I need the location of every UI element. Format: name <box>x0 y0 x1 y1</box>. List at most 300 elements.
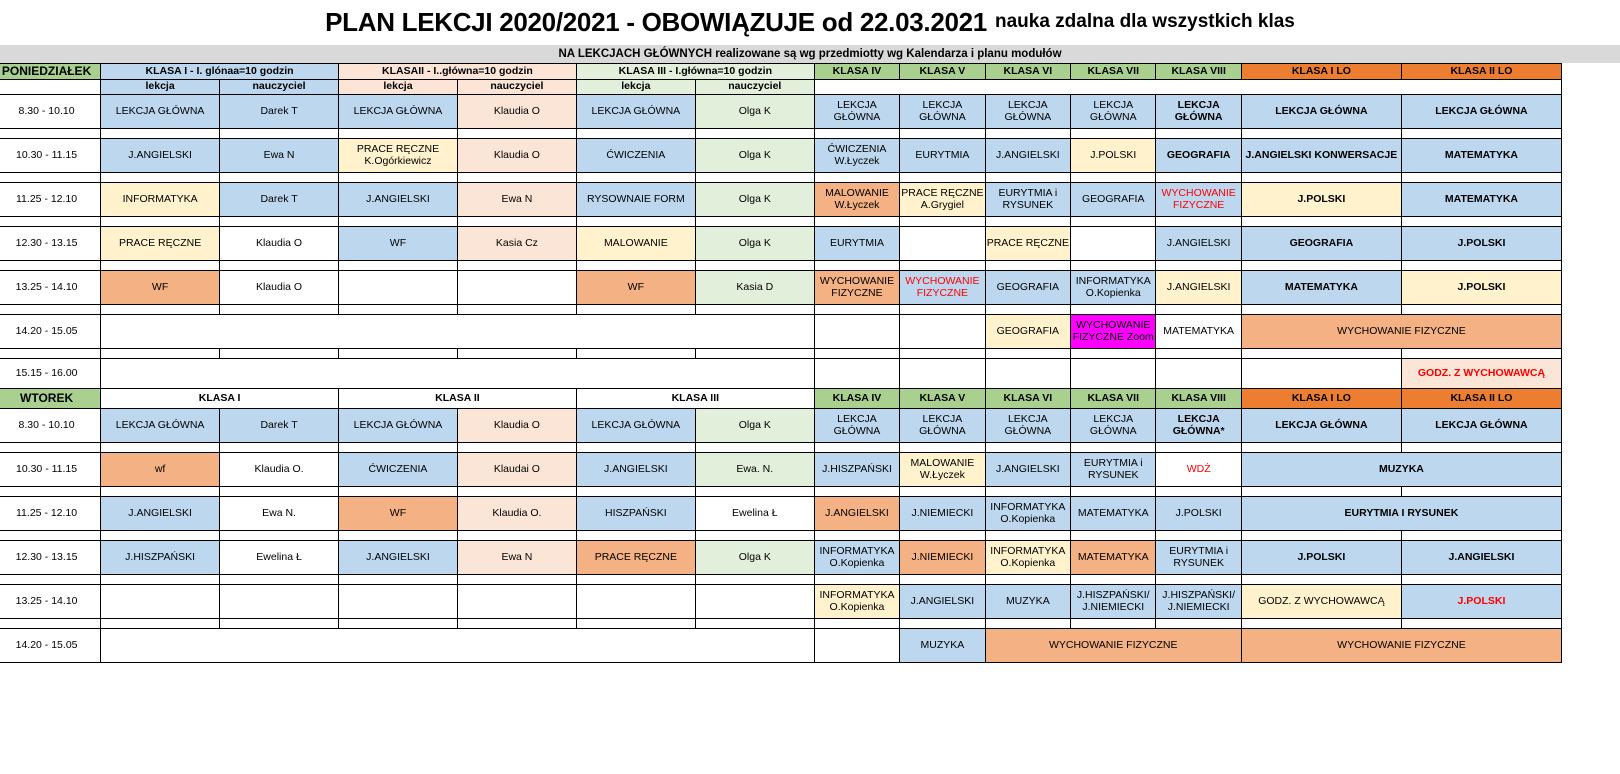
lesson-cell[interactable]: Olga K <box>695 409 814 443</box>
lesson-cell[interactable]: LEKCJA GŁÓWNA <box>101 409 220 443</box>
spacer-cell <box>1241 619 1401 629</box>
lesson-cell[interactable]: Darek T <box>220 183 339 217</box>
spacer-cell <box>985 173 1070 183</box>
lesson-cell[interactable]: J.HISZPAŃSKI/ J.NIEMIECKI <box>1071 585 1156 619</box>
lesson-cell[interactable]: Ewa. N. <box>695 453 814 487</box>
spacer-cell <box>101 349 220 359</box>
spacer-cell <box>900 173 985 183</box>
spacer-cell <box>1241 261 1401 271</box>
table-row <box>0 227 1562 261</box>
lesson-cell[interactable]: J.POLSKI <box>1401 227 1561 261</box>
lesson-cell[interactable]: LEKCJA GŁÓWNA <box>576 95 695 129</box>
spacer-cell <box>339 173 458 183</box>
col-nauczyciel-1: nauczyciel <box>220 80 339 95</box>
lesson-cell[interactable]: WF <box>576 271 695 305</box>
spacer-cell <box>220 305 339 315</box>
spacer-cell <box>457 129 576 139</box>
spacer-cell <box>220 443 339 453</box>
lesson-cell[interactable]: RYSOWNAIE FORM <box>576 183 695 217</box>
lesson-cell[interactable]: HISZPAŃSKI <box>576 497 695 531</box>
lesson-cell[interactable]: Klaudia O <box>220 227 339 261</box>
lesson-cell[interactable]: MUZYKA <box>900 629 985 663</box>
spacer-cell <box>1071 349 1156 359</box>
spacer-cell <box>1401 619 1561 629</box>
lesson-cell[interactable] <box>1071 227 1156 261</box>
lesson-cell[interactable]: EURYTMIA i RYSUNEK <box>985 183 1070 217</box>
time-slot: 12.30 - 13.15 <box>0 227 101 261</box>
lesson-cell[interactable]: Kasia D <box>695 271 814 305</box>
table-header-row-subcols <box>0 80 1562 95</box>
class-1-header: KLASA I - I. glónaa=10 godzin <box>101 64 339 80</box>
table-row <box>0 497 1562 531</box>
lesson-cell[interactable]: GEOGRAFIA <box>985 271 1070 305</box>
spacer-cell <box>1241 217 1401 227</box>
spacer-cell <box>1071 575 1156 585</box>
time-slot: 10.30 - 11.15 <box>0 139 101 173</box>
spacer-cell <box>220 349 339 359</box>
time-slot: 8.30 - 10.10 <box>0 95 101 129</box>
lesson-cell[interactable]: PRACE RĘCZNE A.Grygiel <box>900 183 985 217</box>
lesson-cell[interactable]: Ewa N. <box>220 497 339 531</box>
lesson-cell[interactable]: GODZ. Z WYCHOWAWCĄ <box>1401 359 1561 389</box>
time-slot: 11.25 - 12.10 <box>0 183 101 217</box>
spacer-cell <box>101 305 220 315</box>
spacer-cell <box>900 217 985 227</box>
spacer-cell <box>576 443 695 453</box>
spacer-cell <box>1071 261 1156 271</box>
lesson-cell[interactable]: J.ANGIELSKI <box>339 541 458 575</box>
lesson-cell[interactable]: MUZYKA <box>985 585 1070 619</box>
lesson-cell[interactable]: MATEMATYKA <box>1156 315 1241 349</box>
lesson-cell[interactable]: J.NIEMIECKI <box>900 541 985 575</box>
lesson-cell[interactable]: J.ANGIELSKI <box>576 453 695 487</box>
spacer-cell <box>814 173 899 183</box>
class-lo1-header: KLASA I LO <box>1241 64 1401 80</box>
spacer-cell <box>576 349 695 359</box>
table-row <box>0 359 1562 389</box>
lesson-cell[interactable]: WDŻ <box>1156 453 1241 487</box>
spacer-cell <box>101 443 220 453</box>
lesson-cell[interactable]: LEKCJA GŁÓWNA <box>1401 95 1561 129</box>
lesson-cell[interactable]: LEKCJA GŁÓWNA <box>339 95 458 129</box>
spacer-cell <box>576 575 695 585</box>
lesson-cell[interactable]: Klaudia O <box>457 139 576 173</box>
spacer-cell <box>1071 217 1156 227</box>
table-row <box>0 271 1562 305</box>
lesson-cell[interactable]: Ewelina Ł <box>220 541 339 575</box>
lesson-cell[interactable]: GEOGRAFIA <box>1071 183 1156 217</box>
lesson-cell[interactable]: LEKCJA GŁÓWNA <box>985 95 1070 129</box>
lesson-cell[interactable] <box>900 315 985 349</box>
spacer-cell <box>695 305 814 315</box>
spacer-cell <box>900 349 985 359</box>
lesson-cell[interactable]: PRACE RĘCZNE <box>985 227 1070 261</box>
spacer-cell <box>1401 129 1561 139</box>
lesson-cell[interactable]: LEKCJA GŁÓWNA <box>900 409 985 443</box>
lesson-cell[interactable]: Klaudai O <box>457 453 576 487</box>
lesson-cell[interactable] <box>814 359 899 389</box>
spacer-cell <box>1241 487 1401 497</box>
spacer-cell <box>101 129 220 139</box>
spacer-cell <box>339 305 458 315</box>
lesson-cell[interactable]: Darek T <box>220 95 339 129</box>
day-label-tuesday: WTOREK <box>0 389 101 409</box>
lesson-cell[interactable]: LEKCJA GŁÓWNA <box>101 95 220 129</box>
row-spacer <box>0 531 1562 541</box>
lesson-cell[interactable]: J.POLSKI <box>1241 183 1401 217</box>
class-3-header: KLASA III - I.główna=10 godzin <box>576 64 814 80</box>
lesson-cell[interactable]: EURYTMIA <box>900 139 985 173</box>
spacer-cell <box>1401 173 1561 183</box>
spacer-cell <box>695 531 814 541</box>
spacer-cell <box>339 531 458 541</box>
spacer-cell <box>339 619 458 629</box>
spacer-cell <box>220 129 339 139</box>
spacer-cell <box>576 305 695 315</box>
lesson-cell[interactable]: J.POLSKI <box>1156 497 1241 531</box>
spacer-cell <box>0 487 101 497</box>
spacer-cell <box>1156 443 1241 453</box>
lesson-cell[interactable]: J.POLSKI <box>1401 585 1561 619</box>
lesson-cell[interactable]: Olga K <box>695 95 814 129</box>
lesson-cell[interactable] <box>1241 359 1401 389</box>
blank-block <box>101 315 815 349</box>
spacer-cell <box>576 487 695 497</box>
spacer-cell <box>457 349 576 359</box>
spacer-cell <box>0 129 101 139</box>
spacer-cell <box>900 531 985 541</box>
title-main: PLAN LEKCJI 2020/2021 - OBOWIĄZUJE od 22.03.2021 <box>325 6 987 37</box>
lesson-cell[interactable]: PRACE RĘCZNE <box>101 227 220 261</box>
spacer-cell <box>1071 531 1156 541</box>
lesson-cell[interactable]: WYCHOWANIE FIZYCZNE <box>814 271 899 305</box>
spacer-cell <box>900 575 985 585</box>
class-4-header: KLASA IV <box>814 64 899 80</box>
spacer-cell <box>985 261 1070 271</box>
table-row <box>0 585 1562 619</box>
spacer-cell <box>1071 129 1156 139</box>
spacer-cell <box>457 619 576 629</box>
spacer-cell <box>101 619 220 629</box>
lesson-cell[interactable]: WYCHOWANIE FIZYCZNE <box>1156 183 1241 217</box>
lesson-cell[interactable]: J.ANGIELSKI <box>814 497 899 531</box>
spacer-cell <box>0 443 101 453</box>
lesson-cell[interactable]: Darek T <box>220 409 339 443</box>
col-lekcja-1: lekcja <box>101 80 220 95</box>
spacer-cell <box>457 531 576 541</box>
lesson-cell[interactable]: J.POLSKI <box>1241 541 1401 575</box>
lesson-cell[interactable]: J.HISZPAŃSKI <box>101 541 220 575</box>
lesson-cell[interactable]: GEOGRAFIA <box>985 315 1070 349</box>
lesson-cell[interactable]: WF <box>339 227 458 261</box>
lesson-cell[interactable]: J.ANGIELSKI <box>1156 271 1241 305</box>
lesson-cell[interactable]: MALOWANIE <box>576 227 695 261</box>
lesson-cell[interactable] <box>220 585 339 619</box>
lesson-cell[interactable]: GEOGRAFIA <box>1241 227 1401 261</box>
spacer-cell <box>0 305 101 315</box>
header-filler <box>814 80 1561 95</box>
spacer-cell <box>1071 173 1156 183</box>
lesson-cell[interactable]: MUZYKA <box>1241 453 1561 487</box>
spacer-cell <box>220 217 339 227</box>
row-spacer <box>0 443 1562 453</box>
time-slot: 13.25 - 14.10 <box>0 585 101 619</box>
lesson-cell[interactable]: J.ANGIELSKI <box>1156 227 1241 261</box>
lesson-cell[interactable]: MATEMATYKA <box>1401 139 1561 173</box>
spacer-cell <box>985 619 1070 629</box>
blank-block <box>101 629 815 663</box>
class-8-header: KLASA VIII <box>1156 389 1241 409</box>
lesson-cell[interactable]: J.ANGIELSKI <box>1401 541 1561 575</box>
lesson-cell[interactable] <box>576 585 695 619</box>
lesson-cell[interactable]: LEKCJA GŁÓWNA <box>1241 409 1401 443</box>
lesson-cell[interactable]: EURYTMIA i RYSUNEK <box>1156 541 1241 575</box>
spacer-cell <box>339 487 458 497</box>
lesson-cell[interactable]: LEKCJA GŁÓWNA <box>1071 409 1156 443</box>
spacer-cell <box>1156 173 1241 183</box>
time-slot: 10.30 - 11.15 <box>0 453 101 487</box>
spacer-cell <box>576 619 695 629</box>
spacer-cell <box>900 129 985 139</box>
spacer-cell <box>457 217 576 227</box>
spacer-cell <box>1241 129 1401 139</box>
table-row <box>0 453 1562 487</box>
spacer-cell <box>457 305 576 315</box>
spacer-cell <box>814 487 899 497</box>
spacer-cell <box>1401 261 1561 271</box>
lesson-cell[interactable]: Ewelina Ł <box>695 497 814 531</box>
row-spacer <box>0 173 1562 183</box>
lesson-cell[interactable]: MALOWANIE W.Łyczek <box>814 183 899 217</box>
lesson-cell[interactable]: MATEMATYKA <box>1071 497 1156 531</box>
spacer-cell <box>220 575 339 585</box>
spacer-cell <box>1156 531 1241 541</box>
lesson-cell[interactable]: GODZ. Z WYCHOWAWCĄ <box>1241 585 1401 619</box>
lesson-cell[interactable]: J.NIEMIECKI <box>900 497 985 531</box>
time-slot: 15.15 - 16.00 <box>0 359 101 389</box>
spacer-cell <box>101 261 220 271</box>
lesson-cell[interactable]: PRACE RĘCZNE K.Ogórkiewicz <box>339 139 458 173</box>
spacer-cell <box>1241 349 1401 359</box>
spacer-cell <box>457 575 576 585</box>
lesson-cell[interactable]: wf <box>101 453 220 487</box>
lesson-cell[interactable] <box>457 585 576 619</box>
lesson-cell[interactable]: Olga K <box>695 139 814 173</box>
lesson-cell[interactable]: J.ANGIELSKI <box>101 497 220 531</box>
time-slot: 11.25 - 12.10 <box>0 497 101 531</box>
spacer-cell <box>814 575 899 585</box>
spacer-cell <box>1156 575 1241 585</box>
lesson-cell[interactable]: Olga K <box>695 227 814 261</box>
spacer-cell <box>695 487 814 497</box>
spacer-cell <box>695 261 814 271</box>
lesson-cell[interactable]: ĆWICZENIA <box>576 139 695 173</box>
lesson-cell[interactable]: Klaudia O <box>457 95 576 129</box>
lesson-cell[interactable]: J.ANGIELSKI <box>985 453 1070 487</box>
lesson-cell[interactable]: MATEMATYKA <box>1071 541 1156 575</box>
spacer-cell <box>339 217 458 227</box>
lesson-cell[interactable] <box>985 359 1070 389</box>
lesson-cell[interactable]: INFORMATYKA O.Kopienka <box>814 585 899 619</box>
spacer-cell <box>900 443 985 453</box>
lesson-cell[interactable]: WYCHOWANIE FIZYCZNE <box>985 629 1241 663</box>
lesson-cell[interactable]: LEKCJA GŁÓWNA <box>1241 95 1401 129</box>
spacer-cell <box>814 217 899 227</box>
spacer-cell <box>576 217 695 227</box>
lesson-cell[interactable]: J.POLSKI <box>1071 139 1156 173</box>
lesson-cell[interactable]: INFORMATYKA O.Kopienka <box>1071 271 1156 305</box>
lesson-cell[interactable]: INFORMATYKA O.Kopienka <box>814 541 899 575</box>
spacer-cell <box>220 487 339 497</box>
spacer-cell <box>695 129 814 139</box>
lesson-cell[interactable]: Ewa N <box>220 139 339 173</box>
day-header-tuesday <box>0 389 1562 409</box>
spacer-cell <box>220 619 339 629</box>
lesson-cell[interactable]: LEKCJA GŁÓWNA <box>339 409 458 443</box>
lesson-cell[interactable]: PRACE RĘCZNE <box>576 541 695 575</box>
row-spacer <box>0 575 1562 585</box>
spacer-cell <box>814 443 899 453</box>
time-slot: 12.30 - 13.15 <box>0 541 101 575</box>
lesson-cell[interactable]: J.HISZPAŃSKI/ J.NIEMIECKI <box>1156 585 1241 619</box>
lesson-cell[interactable]: GEOGRAFIA <box>1156 139 1241 173</box>
lesson-cell[interactable]: WYCHOWANIE FIZYCZNE <box>1241 629 1561 663</box>
lesson-cell[interactable]: ĆWICZENIA <box>339 453 458 487</box>
lesson-cell[interactable] <box>814 315 899 349</box>
table-row <box>0 183 1562 217</box>
lesson-cell[interactable]: WYCHOWANIE FIZYCZNE <box>900 271 985 305</box>
row-spacer <box>0 261 1562 271</box>
lesson-cell[interactable]: Klaudia O. <box>457 497 576 531</box>
spacer-cell <box>1156 349 1241 359</box>
subtitle-bar <box>0 44 1620 63</box>
spacer-cell <box>339 261 458 271</box>
spacer-cell <box>1071 443 1156 453</box>
lesson-cell[interactable]: J.POLSKI <box>1401 271 1561 305</box>
lesson-cell[interactable]: LEKCJA GŁÓWNA <box>1401 409 1561 443</box>
table-row <box>0 629 1562 663</box>
spacer-cell <box>1401 349 1561 359</box>
table-header-row-classes <box>0 64 1562 80</box>
spacer-cell <box>0 531 101 541</box>
spacer-cell <box>1401 443 1561 453</box>
class-lo1-header: KLASA I LO <box>1241 389 1401 409</box>
lesson-cell[interactable]: Ewa N <box>457 541 576 575</box>
spacer-cell <box>695 619 814 629</box>
class-7-header: KLASA VII <box>1071 389 1156 409</box>
lesson-cell[interactable]: EURYTMIA i RYSUNEK <box>1071 453 1156 487</box>
lesson-cell[interactable]: LEKCJA GŁÓWNA <box>814 95 899 129</box>
lesson-cell[interactable]: EURYTMIA <box>814 227 899 261</box>
class-5-header: KLASA V <box>900 389 985 409</box>
spacer-cell <box>814 305 899 315</box>
spacer-cell <box>220 531 339 541</box>
lesson-cell[interactable] <box>339 271 458 305</box>
spacer-cell <box>1071 619 1156 629</box>
table-row <box>0 315 1562 349</box>
lesson-cell[interactable]: WYCHOWANIE FIZYCZNE <box>1241 315 1561 349</box>
col-nauczyciel-3: nauczyciel <box>695 80 814 95</box>
class-2-header: KLASAII - I..główna=10 godzin <box>339 64 577 80</box>
timetable <box>0 63 1562 663</box>
lesson-cell[interactable] <box>1156 359 1241 389</box>
day-label-monday: PONIEDZIAŁEK <box>0 64 101 80</box>
lesson-cell[interactable]: WYCHOWANIE FIZYCZNE Zoom <box>1071 315 1156 349</box>
lesson-cell[interactable]: LEKCJA GŁÓWNA <box>1156 95 1241 129</box>
lesson-cell[interactable]: MATEMATYKA <box>1401 183 1561 217</box>
spacer-cell <box>101 575 220 585</box>
lesson-cell[interactable]: Kasia Cz <box>457 227 576 261</box>
lesson-cell[interactable] <box>101 585 220 619</box>
spacer-cell <box>339 349 458 359</box>
lesson-cell[interactable] <box>695 585 814 619</box>
lesson-cell[interactable]: WF <box>101 271 220 305</box>
lesson-cell[interactable]: J.ANGIELSKI KONWERSACJE <box>1241 139 1401 173</box>
lesson-cell[interactable]: INFORMATYKA <box>101 183 220 217</box>
lesson-cell[interactable]: J.ANGIELSKI <box>900 585 985 619</box>
lesson-cell[interactable]: LEKCJA GŁÓWNA <box>985 409 1070 443</box>
lesson-cell[interactable]: MATEMATYKA <box>1241 271 1401 305</box>
lesson-cell[interactable]: EURYTMIA I RYSUNEK <box>1241 497 1561 531</box>
spacer-cell <box>457 173 576 183</box>
empty-corner <box>0 80 101 95</box>
lesson-cell[interactable]: LEKCJA GŁÓWNA <box>814 409 899 443</box>
lesson-cell[interactable]: LEKCJA GŁÓWNA <box>576 409 695 443</box>
lesson-cell[interactable]: INFORMATYKA O.Kopienka <box>985 497 1070 531</box>
class-lo2-header: KLASA II LO <box>1401 64 1561 80</box>
spacer-cell <box>985 217 1070 227</box>
lesson-cell[interactable] <box>1071 359 1156 389</box>
lesson-cell[interactable]: MALOWANIE W.Łyczek <box>900 453 985 487</box>
spacer-cell <box>0 217 101 227</box>
lesson-cell[interactable]: J.ANGIELSKI <box>985 139 1070 173</box>
lesson-cell[interactable] <box>900 227 985 261</box>
lesson-cell[interactable]: J.HISZPAŃSKI <box>814 453 899 487</box>
monday-rows <box>0 95 1562 663</box>
lesson-cell[interactable] <box>457 271 576 305</box>
lesson-cell[interactable]: Klaudia O. <box>220 453 339 487</box>
lesson-cell[interactable] <box>814 629 899 663</box>
lesson-cell[interactable]: Klaudia O <box>457 409 576 443</box>
lesson-cell[interactable]: Klaudia O <box>220 271 339 305</box>
lesson-cell[interactable]: WF <box>339 497 458 531</box>
spacer-cell <box>985 349 1070 359</box>
lesson-cell[interactable]: J.ANGIELSKI <box>339 183 458 217</box>
lesson-cell[interactable]: ĆWICZENIA W.Łyczek <box>814 139 899 173</box>
lesson-cell[interactable]: Olga K <box>695 183 814 217</box>
spacer-cell <box>985 531 1070 541</box>
class-6-header: KLASA VI <box>985 389 1070 409</box>
spacer-cell <box>1401 305 1561 315</box>
lesson-cell[interactable] <box>900 359 985 389</box>
lesson-cell[interactable] <box>339 585 458 619</box>
spacer-cell <box>900 619 985 629</box>
time-slot: 8.30 - 10.10 <box>0 409 101 443</box>
spacer-cell <box>1241 575 1401 585</box>
spacer-cell <box>1401 217 1561 227</box>
table-row <box>0 95 1562 129</box>
lesson-cell[interactable]: Ewa N <box>457 183 576 217</box>
lesson-cell[interactable]: Olga K <box>695 541 814 575</box>
spacer-cell <box>1156 129 1241 139</box>
lesson-cell[interactable]: INFORMATYKA O.Kopienka <box>985 541 1070 575</box>
lesson-cell[interactable]: LEKCJA GŁÓWNA* <box>1156 409 1241 443</box>
lesson-cell[interactable]: LEKCJA GŁÓWNA <box>900 95 985 129</box>
lesson-cell[interactable]: LEKCJA GŁÓWNA <box>1071 95 1156 129</box>
table-row <box>0 541 1562 575</box>
spacer-cell <box>101 173 220 183</box>
lesson-cell[interactable]: J.ANGIELSKI <box>101 139 220 173</box>
